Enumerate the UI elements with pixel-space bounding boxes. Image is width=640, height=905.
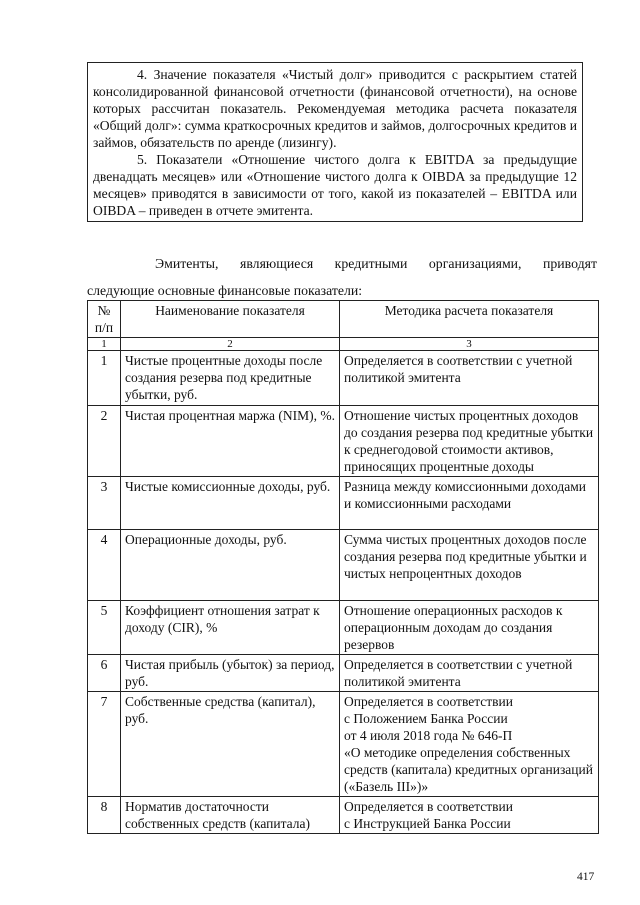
indicator-name: Чистые комиссионные доходы, руб. <box>121 477 340 530</box>
column-number: 2 <box>121 338 340 351</box>
row-number: 7 <box>88 692 121 797</box>
row-number: 5 <box>88 601 121 655</box>
indicator-method: Разница между комиссионными доходами и комиссионными расходами <box>340 477 599 530</box>
intro-line-2: следующие основные финансовые показатели: <box>87 283 363 298</box>
indicator-name: Чистая процентная маржа (NIM), %. <box>121 406 340 477</box>
indicator-method: Определяется в соответствии с Положением Банка России от 4 июля 2018 года № 646-П «О методике определения собственных средств (капитала) кредитных организаций («Базель III»)» <box>340 692 599 797</box>
column-number-row <box>88 338 599 351</box>
table-row <box>88 351 599 406</box>
intro-paragraph <box>87 250 597 304</box>
indicator-name: Чистые процентные доходы после создания резерва под кредитные убытки, руб. <box>121 351 340 406</box>
indicator-method: Сумма чистых процентных доходов после создания резерва под кредитные убытки и чистых непроцентных доходов <box>340 530 599 601</box>
indicator-method: Определяется в соответствии с Инструкцией Банка России <box>340 797 599 834</box>
footnotes-box <box>87 62 583 222</box>
table-row <box>88 601 599 655</box>
indicators-table <box>87 300 599 834</box>
header-num: № п/п <box>88 301 121 338</box>
row-number: 6 <box>88 655 121 692</box>
row-number: 8 <box>88 797 121 834</box>
table-header-row <box>88 301 599 338</box>
indicator-method: Определяется в соответствии с учетной политикой эмитента <box>340 351 599 406</box>
indicator-name: Коэффициент отношения затрат к доходу (CIR), % <box>121 601 340 655</box>
indicator-method: Отношение операционных расходов к операционным доходам до создания резервов <box>340 601 599 655</box>
table-row <box>88 530 599 601</box>
table-row <box>88 797 599 834</box>
table-row <box>88 692 599 797</box>
row-number: 2 <box>88 406 121 477</box>
table-row <box>88 655 599 692</box>
indicator-name: Операционные доходы, руб. <box>121 530 340 601</box>
intro-line-1: Эмитенты, являющиеся кредитными организациями, приводят <box>155 256 597 271</box>
note-5: 5. Показатели «Отношение чистого долга к EBITDA за предыдущие двенадцать месяцев» или «Отношение чистого долга к OIBDA за предыдущие 12 месяцев» приводятся в зависимости от того, какой из показателей – EBITDA или OIBDA – приведен в отчете эмитента. <box>93 152 577 218</box>
column-number: 1 <box>88 338 121 351</box>
indicator-name: Собственные средства (капитал), руб. <box>121 692 340 797</box>
table-row <box>88 406 599 477</box>
row-number: 1 <box>88 351 121 406</box>
column-number: 3 <box>340 338 599 351</box>
indicator-name: Чистая прибыль (убыток) за период, руб. <box>121 655 340 692</box>
indicator-method: Отношение чистых процентных доходов до создания резерва под кредитные убытки к среднегодовой стоимости активов, приносящих процентные доходы <box>340 406 599 477</box>
row-number: 3 <box>88 477 121 530</box>
table-row <box>88 477 599 530</box>
header-method: Методика расчета показателя <box>340 301 599 338</box>
indicator-name: Норматив достаточности собственных средств (капитала) <box>121 797 340 834</box>
indicator-method: Определяется в соответствии с учетной политикой эмитента <box>340 655 599 692</box>
note-4: 4. Значение показателя «Чистый долг» приводится с раскрытием статей консолидированной финансовой отчетности (финансовой отчетности), на основе которых рассчитан показатель. Рекомендуемая методика расчета показателя «Общий долг»: сумма краткосрочных кредитов и займов, долгосрочных кредитов и займов, обязательств по аренде (лизингу). <box>93 67 577 150</box>
header-name: Наименование показателя <box>121 301 340 338</box>
page-number: 417 <box>577 871 595 883</box>
row-number: 4 <box>88 530 121 601</box>
